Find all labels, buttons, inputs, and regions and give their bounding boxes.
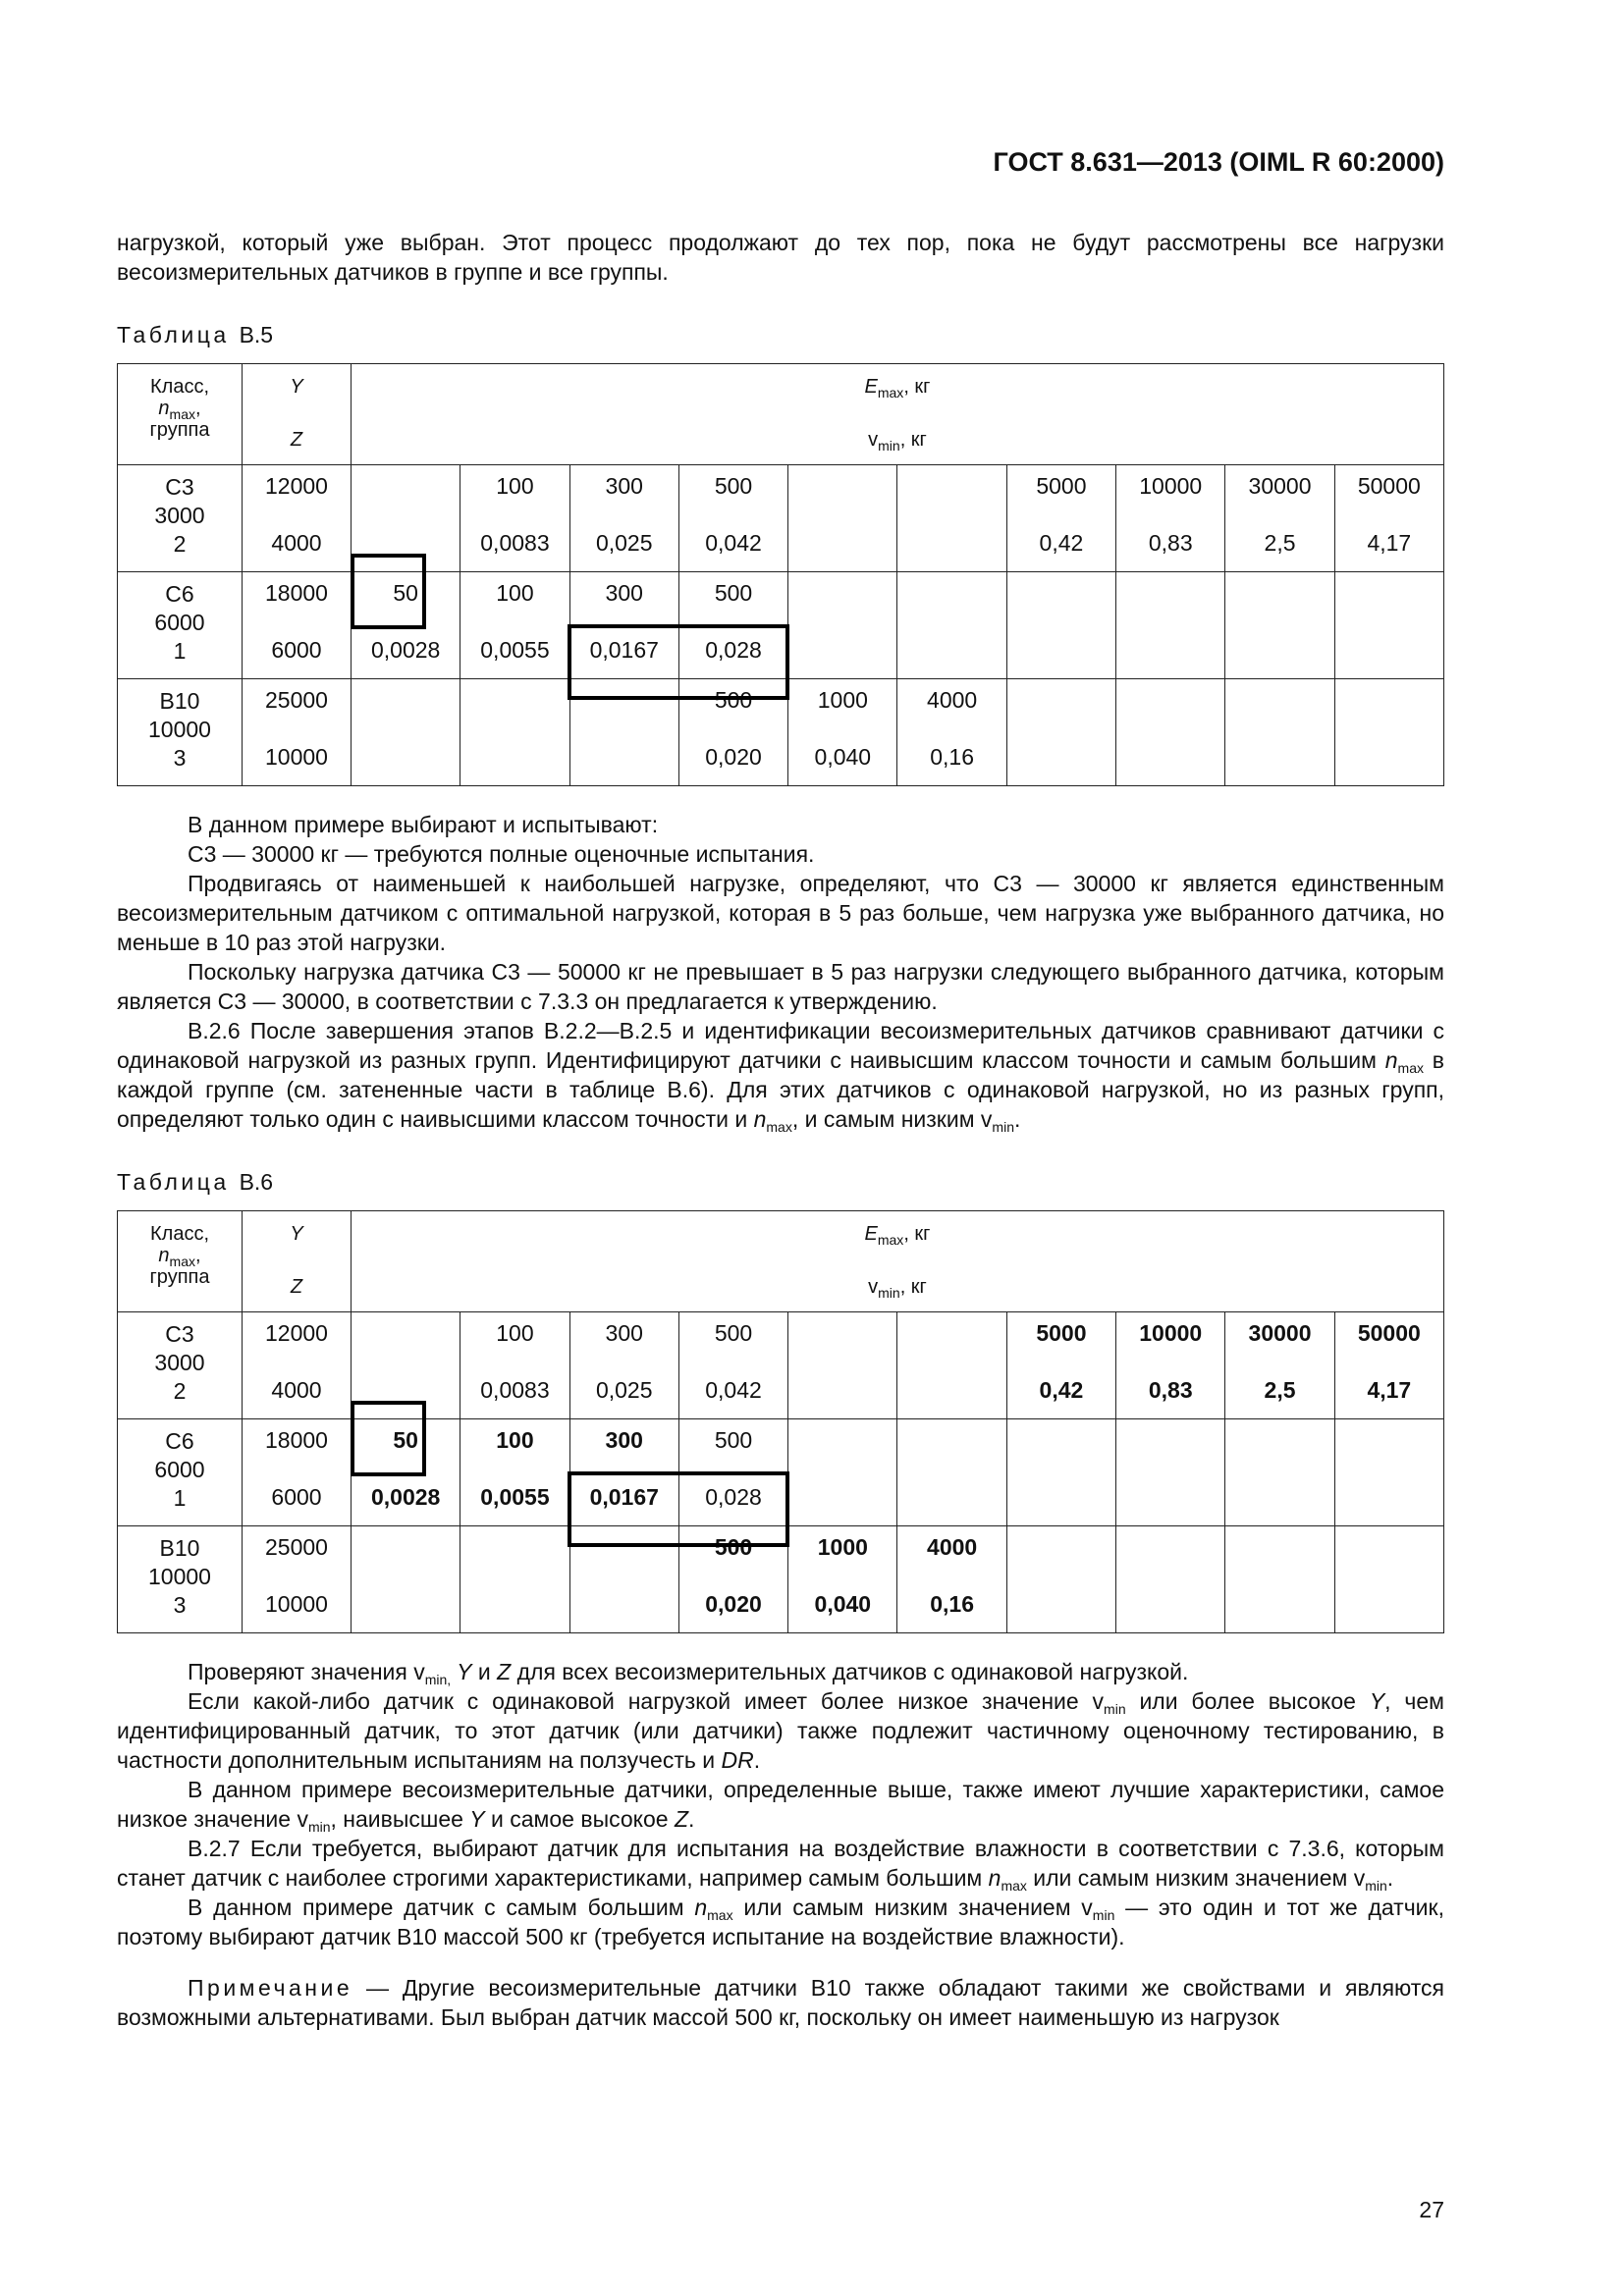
- max-sub: max: [1397, 1060, 1424, 1076]
- class-value: 3: [173, 745, 187, 771]
- vmin-value: 0,42: [1039, 1377, 1084, 1403]
- paragraph: В данном примере выбирают и испытывают:: [188, 812, 659, 837]
- value-cell: [1334, 572, 1443, 679]
- value-cell: [1116, 1419, 1225, 1526]
- value-cell: [678, 1312, 787, 1419]
- text: В данном примере весоизмерительные датчики, определенные выше, также имеют лучшие характеристики, самое низкое значение: [117, 1777, 1444, 1832]
- vmin-label: [352, 1276, 1443, 1299]
- page-body: [117, 228, 1444, 2032]
- class-value: В10: [159, 688, 200, 714]
- value-cell: [897, 572, 1006, 679]
- y-symbol: Y: [451, 1659, 472, 1684]
- text: .: [1386, 1865, 1394, 1891]
- vmin-value: 0,0083: [480, 530, 550, 556]
- n-symbol: n: [988, 1865, 1001, 1891]
- value-cell: [460, 679, 569, 786]
- vmin-value: 0,020: [705, 1591, 762, 1617]
- value-cell: [897, 1312, 1006, 1419]
- value-cell: [1116, 679, 1225, 786]
- value-cell: [1116, 1526, 1225, 1633]
- text: — это один и тот же датчик, поэтому выбирают датчик В10 массой 500 кг (требуется испытание на воздействие влажности).: [117, 1895, 1444, 1949]
- value-cell: [1006, 1312, 1115, 1419]
- class-value: 6000: [154, 610, 205, 635]
- emax-value: 5000: [1036, 1320, 1087, 1346]
- emax-value: 100: [496, 473, 534, 499]
- value-cell: [1225, 572, 1334, 679]
- value-cell: [352, 572, 460, 679]
- value-cell: [788, 572, 897, 679]
- vmin-value: 2,5: [1264, 1377, 1296, 1403]
- table-b5: [117, 363, 1444, 786]
- value-cell: [460, 465, 569, 572]
- value-cell: [569, 1312, 678, 1419]
- vmin-value: 0,83: [1148, 1377, 1193, 1403]
- header-yz: [243, 364, 352, 465]
- unit: , кг: [903, 376, 931, 398]
- table-row: [118, 1312, 1444, 1419]
- table-row: [118, 1526, 1444, 1633]
- value-cell: [1006, 572, 1115, 679]
- y-value: 25000: [265, 687, 328, 713]
- value-cell: [788, 1312, 897, 1419]
- class-value: 1: [173, 638, 187, 664]
- note-text: — Другие весоизмерительные датчики В10 также обладают такими же свойствами и являются возможными альтернативами. Был выбран датчик массой 500 кг, поскольку он имеет наименьшую из нагрузок: [117, 1975, 1444, 2030]
- table-b6: [117, 1210, 1444, 1633]
- text: для всех весоизмерительных датчиков с одинаковой нагрузкой.: [511, 1659, 1189, 1684]
- emax-value: 500: [714, 473, 753, 499]
- emax-value: 500: [714, 580, 753, 606]
- note-label: Примечание: [188, 1975, 353, 2001]
- emax-value: 1000: [817, 687, 868, 713]
- v-symbol: v: [868, 429, 879, 451]
- vmin-value: 0,83: [1148, 530, 1193, 556]
- emax-value: 30000: [1248, 1320, 1312, 1346]
- table-b6-body: [118, 1312, 1444, 1633]
- y-value: 18000: [265, 1427, 328, 1453]
- text: .: [688, 1806, 695, 1832]
- value-cell: [678, 1526, 787, 1633]
- header-yz: [243, 1211, 352, 1312]
- value-cell: [460, 1419, 569, 1526]
- v-symbol: v: [297, 1806, 308, 1832]
- text: , чем идентифицированный датчик, то этот датчик (или датчики) также подлежит частичному оценочному тестированию, в частности дополнительным испытаниям на ползучесть и: [117, 1688, 1444, 1773]
- vmin-value: 2,5: [1264, 530, 1296, 556]
- class-value: 3000: [154, 1350, 205, 1375]
- value-cell: [1225, 1526, 1334, 1633]
- header-class: [118, 364, 243, 465]
- vmin-value: 0,16: [930, 744, 975, 770]
- value-cell: [897, 1526, 1006, 1633]
- table-row: [118, 572, 1444, 679]
- vmin-value: 0,0167: [589, 637, 659, 663]
- value-cell: [788, 679, 897, 786]
- class-value: 10000: [148, 717, 211, 742]
- min-sub: min: [307, 1819, 331, 1835]
- min-sub: min,: [424, 1672, 452, 1687]
- emax-value: 100: [496, 580, 534, 606]
- emax-value: 50: [393, 580, 418, 606]
- paragraph: Продвигаясь от наименьшей к наибольшей нагрузке, определяют, что С3 — 30000 кг является единственным весоизмерительным датчиком с оптимальной нагрузкой, которая в 5 раз больше, чем нагрузка уже выбранного датчика, но меньше в 10 раз этой нагрузки.: [117, 871, 1444, 955]
- y-value: 18000: [265, 580, 328, 606]
- document-header: ГОСТ 8.631—2013 (OIML R 60:2000): [993, 147, 1444, 177]
- dr-symbol: DR: [721, 1747, 754, 1773]
- class-value: С3: [165, 1321, 194, 1347]
- value-cell: [569, 465, 678, 572]
- emax-value: 10000: [1139, 1320, 1203, 1346]
- unit: , кг: [899, 429, 927, 451]
- text-after-b5: [117, 810, 1444, 1134]
- y-symbol: Y: [469, 1806, 485, 1832]
- vmin-value: 0,42: [1039, 530, 1084, 556]
- value-cell: [1006, 1526, 1115, 1633]
- max-sub: max: [169, 406, 195, 422]
- emax-value: 500: [714, 1320, 753, 1346]
- value-cell: [460, 1526, 569, 1633]
- yz-cell: [243, 1526, 352, 1633]
- page-number: 27: [1419, 2197, 1444, 2222]
- table-b6-wrap: [117, 1210, 1444, 1633]
- vmin-value: 0,0028: [370, 637, 441, 663]
- value-cell: [352, 679, 460, 786]
- class-value: В10: [159, 1535, 200, 1561]
- header-group-label: группа: [149, 1266, 210, 1288]
- vmin-value: 4,17: [1367, 530, 1412, 556]
- yz-cell: [243, 572, 352, 679]
- table-b5-body: [118, 465, 1444, 786]
- vmin-label: [352, 429, 1443, 452]
- value-cell: [788, 1419, 897, 1526]
- class-value: 3: [173, 1592, 187, 1618]
- z-value: 4000: [271, 1377, 322, 1403]
- value-cell: [1116, 572, 1225, 679]
- min-sub: min: [878, 438, 900, 454]
- value-cell: [1006, 1419, 1115, 1526]
- emax-value: 4000: [927, 1534, 978, 1560]
- paragraph: Поскольку нагрузка датчика С3 — 50000 кг не превышает в 5 раз нагрузки следующего выбранного датчика, которым является С3 — 30000, в соответствии с 7.3.3 он предлагается к утверждению.: [117, 959, 1444, 1014]
- class-cell: [118, 679, 243, 786]
- class-value: 2: [173, 1378, 187, 1404]
- v-symbol: v: [1353, 1865, 1366, 1891]
- text: .: [1013, 1106, 1021, 1132]
- vmin-value: 0,040: [814, 744, 872, 770]
- v-symbol: v: [1092, 1688, 1105, 1714]
- max-sub: max: [877, 385, 904, 400]
- comma: ,: [195, 1245, 201, 1266]
- class-value: С6: [165, 581, 194, 607]
- table-row: [118, 679, 1444, 786]
- text: Проверяют значения: [188, 1659, 414, 1684]
- n-symbol: n: [694, 1895, 708, 1920]
- emax-value: 500: [714, 1534, 753, 1560]
- vmin-value: 0,0167: [589, 1484, 659, 1510]
- y-symbol: Y: [1369, 1688, 1385, 1714]
- y-value: 12000: [265, 1320, 328, 1346]
- value-cell: [678, 465, 787, 572]
- text: или самым низким значением: [1026, 1865, 1354, 1891]
- emax-value: 100: [496, 1427, 534, 1453]
- v-symbol: v: [980, 1106, 993, 1132]
- header-class-label: Класс,: [150, 376, 209, 398]
- table-row: [118, 1419, 1444, 1526]
- table-row: [118, 465, 1444, 572]
- emax-label: [352, 376, 1443, 399]
- emax-value: 500: [714, 687, 753, 713]
- value-cell: [352, 1312, 460, 1419]
- z-symbol: Z: [497, 1659, 512, 1684]
- y-value: 12000: [265, 473, 328, 499]
- header-nmax: [118, 1245, 242, 1269]
- vmin-value: 0,0055: [480, 637, 550, 663]
- min-sub: min: [1092, 1907, 1115, 1923]
- paragraph-final: [117, 1893, 1444, 1951]
- emax-value: 50000: [1357, 473, 1421, 499]
- emax-value: 30000: [1248, 473, 1312, 499]
- value-cell: [1225, 465, 1334, 572]
- text: В.2.6 После завершения этапов В.2.2—В.2.5 и идентификации весоизмерительных датчиков сравнивают датчики с одинаковой нагрузкой из разных групп. Идентифицируют датчики с наивысшим классом точности и самым большим: [117, 1018, 1444, 1073]
- value-cell: [352, 465, 460, 572]
- value-cell: [460, 1312, 569, 1419]
- vmin-value: 0,028: [705, 637, 762, 663]
- value-cell: [1006, 679, 1115, 786]
- value-cell: [897, 679, 1006, 786]
- caption-word: Таблица: [117, 322, 230, 347]
- value-cell: [1116, 1312, 1225, 1419]
- max-sub: max: [766, 1119, 792, 1135]
- text: в каждой группе (см. затененные части в таблице В.6). Для этих датчиков с одинаковой нагрузкой, но из разных групп, определяют только один с наивысшими классом точности и: [117, 1047, 1444, 1132]
- class-cell: [118, 1312, 243, 1419]
- vmin-value: 0,0028: [370, 1484, 441, 1510]
- table-b6-caption: [117, 1167, 1444, 1197]
- text: или более высокое: [1125, 1688, 1370, 1714]
- min-sub: min: [992, 1119, 1014, 1135]
- emax-value: 500: [714, 1427, 753, 1453]
- caption-word: Таблица: [117, 1169, 230, 1195]
- yz-cell: [243, 465, 352, 572]
- min-sub: min: [878, 1285, 900, 1301]
- text: В данном примере датчик с самым большим: [188, 1895, 695, 1920]
- vmin-value: 0,025: [595, 530, 653, 556]
- vmin-value: 0,025: [595, 1377, 653, 1403]
- min-sub: min: [1104, 1701, 1126, 1717]
- n-symbol: n: [1384, 1047, 1398, 1073]
- v-symbol: v: [1081, 1895, 1093, 1920]
- max-sub: max: [877, 1232, 904, 1248]
- paragraph-b27: [117, 1834, 1444, 1893]
- vmin-value: 4,17: [1367, 1377, 1412, 1403]
- z-value: 6000: [271, 637, 322, 663]
- max-sub: max: [169, 1254, 195, 1269]
- value-cell: [569, 572, 678, 679]
- class-cell: [118, 465, 243, 572]
- value-cell: [678, 572, 787, 679]
- class-value: 10000: [148, 1564, 211, 1589]
- emax-value: 300: [605, 580, 643, 606]
- comma: ,: [195, 398, 201, 419]
- header-emax-vmin: [352, 1211, 1444, 1312]
- emax-label: [352, 1223, 1443, 1246]
- vmin-value: 0,16: [930, 1591, 975, 1617]
- header-emax-vmin: [352, 364, 1444, 465]
- y-value: 25000: [265, 1534, 328, 1560]
- emax-value: 50000: [1357, 1320, 1421, 1346]
- vmin-value: 0,042: [705, 1377, 762, 1403]
- table-b5-caption: [117, 320, 1444, 349]
- max-sub: max: [707, 1907, 733, 1923]
- z-symbol: Z: [290, 429, 303, 451]
- class-cell: [118, 1526, 243, 1633]
- value-cell: [1225, 1419, 1334, 1526]
- unit: , кг: [899, 1276, 927, 1298]
- n-symbol: n: [158, 398, 170, 419]
- value-cell: [678, 679, 787, 786]
- class-value: С3: [165, 474, 194, 500]
- value-cell: [1225, 1312, 1334, 1419]
- value-cell: [569, 679, 678, 786]
- header-class-label: Класс,: [150, 1223, 209, 1245]
- z-symbol: Z: [290, 1276, 303, 1298]
- value-cell: [1334, 465, 1443, 572]
- z-symbol: Z: [674, 1806, 689, 1832]
- text-after-b6: [117, 1657, 1444, 2032]
- value-cell: [897, 465, 1006, 572]
- value-cell: [678, 1419, 787, 1526]
- class-value: С6: [165, 1428, 194, 1454]
- y-symbol: Y: [290, 376, 303, 398]
- value-cell: [1334, 1419, 1443, 1526]
- vmin-value: 0,040: [814, 1591, 872, 1617]
- header-nmax: [118, 398, 242, 422]
- z-value: 10000: [265, 744, 328, 770]
- text: Если какой-либо датчик с одинаковой нагрузкой имеет более низкое значение: [188, 1688, 1093, 1714]
- value-cell: [1225, 679, 1334, 786]
- value-cell: [1334, 679, 1443, 786]
- value-cell: [352, 1419, 460, 1526]
- intro-paragraph: нагрузкой, который уже выбран. Этот процесс продолжают до тех пор, пока не будут рассмотрены все нагрузки весоизмерительных датчиков в группе и все группы.: [117, 230, 1444, 285]
- value-cell: [1334, 1312, 1443, 1419]
- v-symbol: v: [868, 1276, 879, 1298]
- value-cell: [352, 1526, 460, 1633]
- yz-cell: [243, 1419, 352, 1526]
- text: и: [471, 1659, 498, 1684]
- n-symbol: n: [158, 1245, 170, 1266]
- class-value: 3000: [154, 503, 205, 528]
- yz-cell: [243, 1312, 352, 1419]
- emax-value: 300: [605, 473, 643, 499]
- z-value: 4000: [271, 530, 322, 556]
- paragraph-check: [117, 1657, 1444, 1686]
- table-b5-wrap: [117, 363, 1444, 786]
- value-cell: [788, 1526, 897, 1633]
- caption-number: B.6: [239, 1169, 274, 1195]
- z-value: 10000: [265, 1591, 328, 1617]
- header-class: [118, 1211, 243, 1312]
- value-cell: [897, 1419, 1006, 1526]
- class-value: 6000: [154, 1457, 205, 1482]
- value-cell: [460, 572, 569, 679]
- z-value: 6000: [271, 1484, 322, 1510]
- value-cell: [569, 1526, 678, 1633]
- emax-value: 300: [605, 1320, 643, 1346]
- text: , наивысшее: [330, 1806, 470, 1832]
- paragraph-b26: [117, 1016, 1444, 1134]
- value-cell: [1006, 465, 1115, 572]
- y-symbol: Y: [290, 1223, 303, 1245]
- value-cell: [569, 1419, 678, 1526]
- vmin-value: 0,028: [705, 1484, 762, 1510]
- paragraph: С3 — 30000 кг — требуются полные оценочные испытания.: [188, 841, 815, 867]
- e-symbol: E: [864, 1223, 878, 1245]
- emax-value: 10000: [1139, 473, 1203, 499]
- emax-value: 1000: [817, 1534, 868, 1560]
- vmin-value: 0,0083: [480, 1377, 550, 1403]
- paragraph-example: [117, 1775, 1444, 1834]
- vmin-value: 0,042: [705, 530, 762, 556]
- header-group-label: группа: [149, 419, 210, 441]
- text: и самое высокое: [484, 1806, 675, 1832]
- emax-value: 4000: [927, 687, 978, 713]
- paragraph-if: [117, 1686, 1444, 1775]
- e-symbol: E: [864, 376, 878, 398]
- value-cell: [1116, 465, 1225, 572]
- max-sub: max: [1001, 1878, 1027, 1894]
- class-value: 1: [173, 1485, 187, 1511]
- yz-cell: [243, 679, 352, 786]
- emax-value: 50: [393, 1427, 418, 1453]
- value-cell: [1334, 1526, 1443, 1633]
- vmin-value: 0,020: [705, 744, 762, 770]
- class-cell: [118, 1419, 243, 1526]
- emax-value: 100: [496, 1320, 534, 1346]
- emax-value: 300: [605, 1427, 643, 1453]
- v-symbol: v: [413, 1659, 425, 1684]
- caption-number: B.5: [239, 322, 274, 347]
- emax-value: 5000: [1036, 473, 1087, 499]
- value-cell: [788, 465, 897, 572]
- text: или самым низким значением: [732, 1895, 1082, 1920]
- unit: , кг: [903, 1223, 931, 1245]
- min-sub: min: [1365, 1878, 1387, 1894]
- vmin-value: 0,0055: [480, 1484, 550, 1510]
- note-paragraph: [117, 1973, 1444, 2032]
- n-symbol: n: [753, 1106, 767, 1132]
- class-value: 2: [173, 531, 187, 557]
- text: .: [753, 1747, 761, 1773]
- text: , и самым низким: [791, 1106, 981, 1132]
- class-cell: [118, 572, 243, 679]
- text: В.2.7 Если требуется, выбирают датчик для испытания на воздействие влажности в соответствии с 7.3.6, которым станет датчик с наиболее строгими характеристиками, например самым большим: [117, 1836, 1444, 1891]
